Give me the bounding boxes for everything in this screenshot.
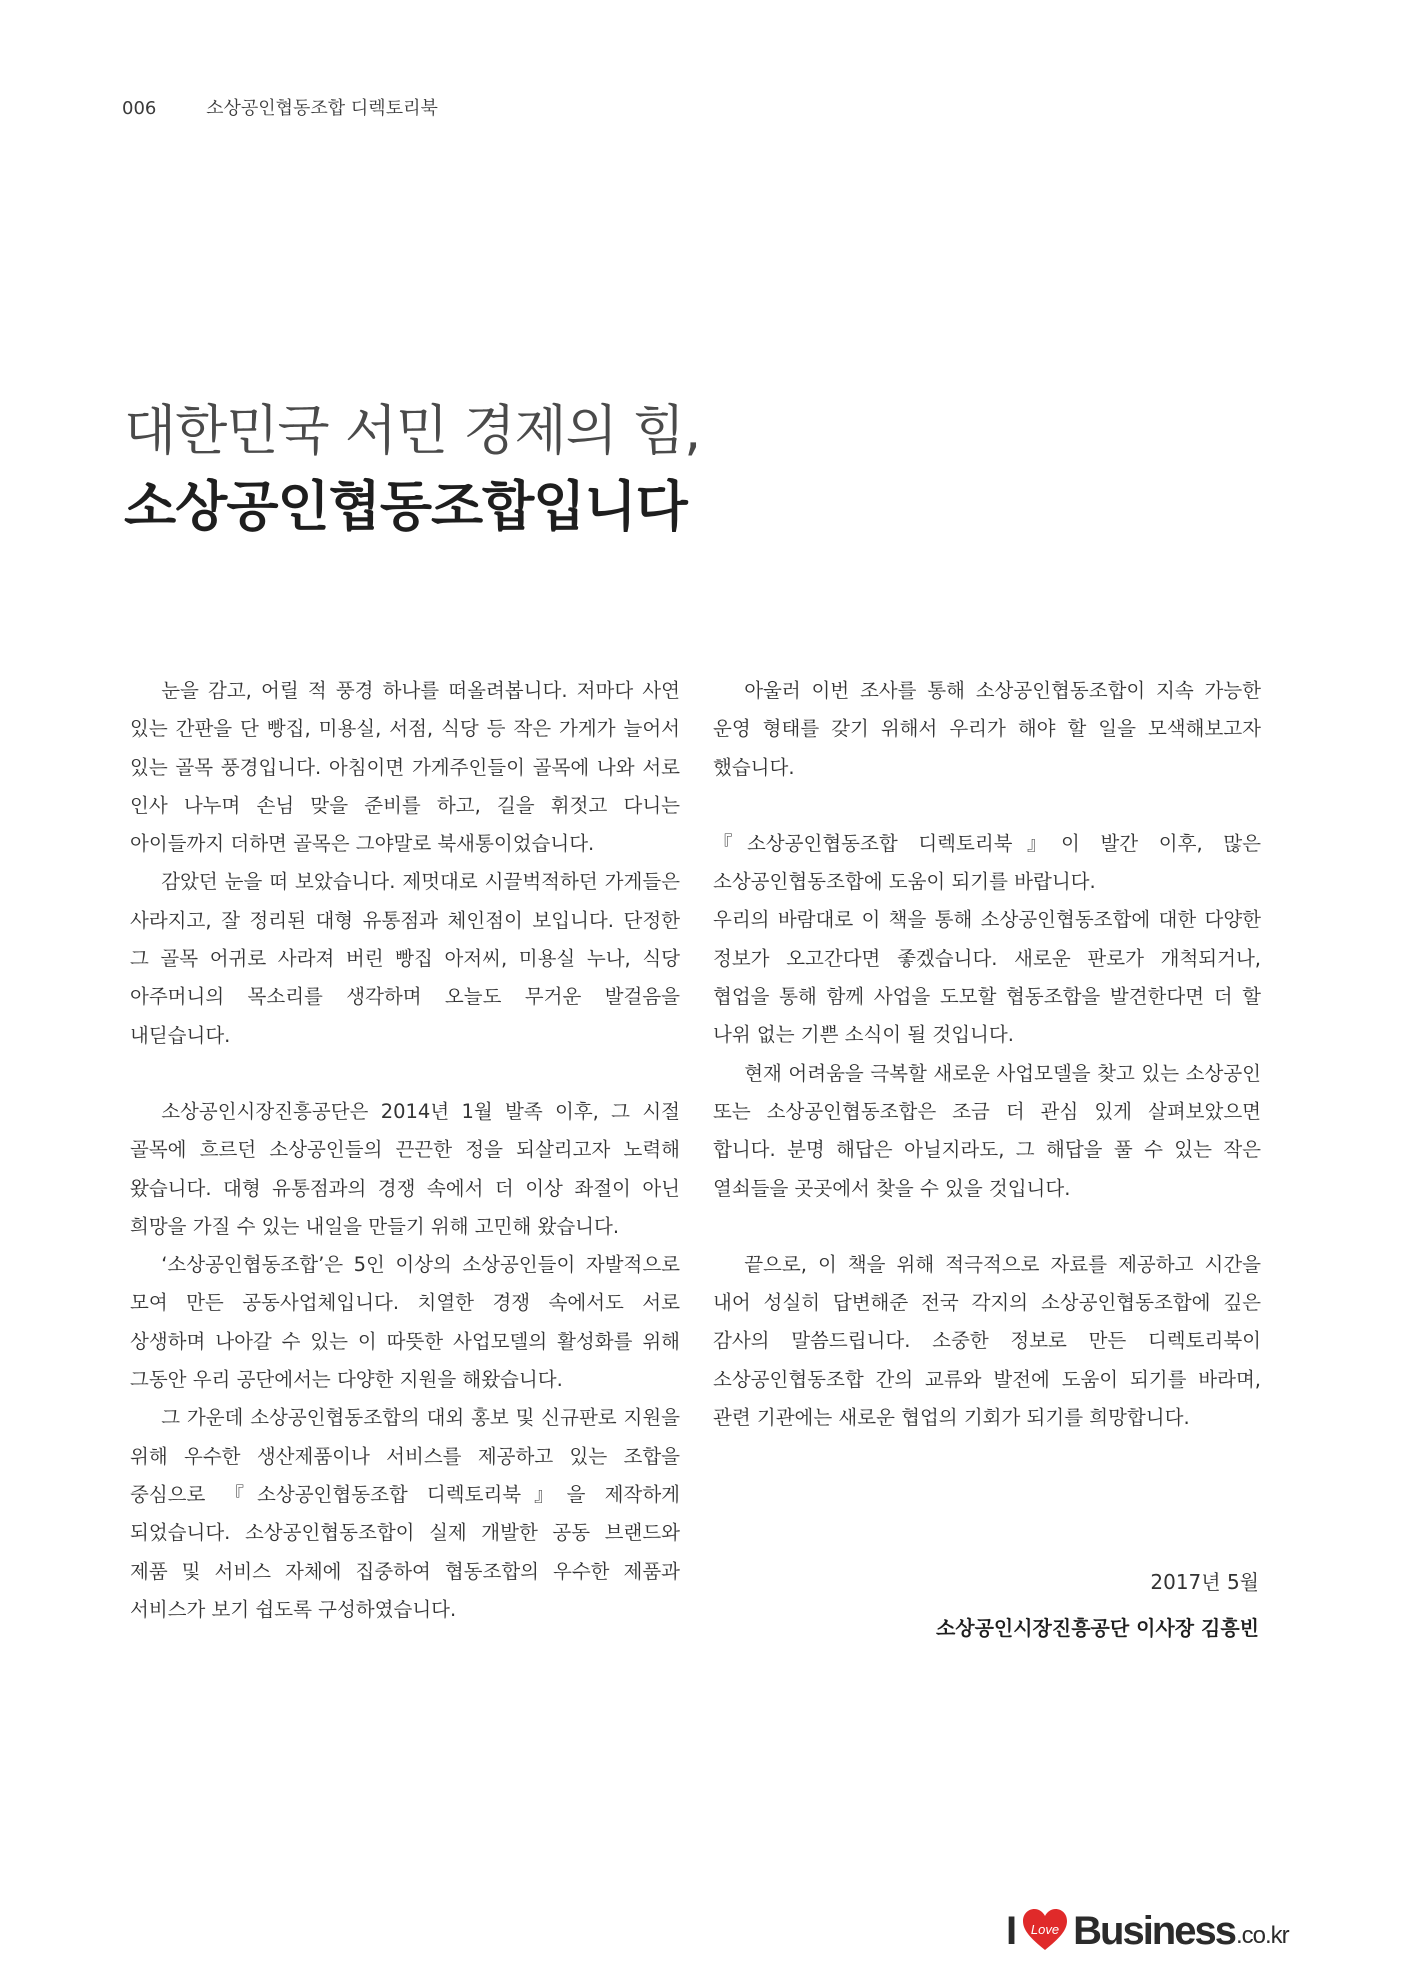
headline-line1: 대한민국 서민 경제의 힘, — [124, 399, 701, 462]
paragraph: 소상공인시장진흥공단은 2014년 1월 발족 이후, 그 시절 골목에 흐르던 소상공인들의 끈끈한 정을 되살리고자 노력해 왔습니다. 대형 유통점과의 경쟁 속에서 더 이상 좌절이 아닌 희망을 가질 수 있는 내일을 만들기 위해 고민해 왔습니다. — [130, 1099, 680, 1238]
paragraph: 감았던 눈을 떠 보았습니다. 제멋대로 시끌벅적하던 가게들은 사라지고, 잘 정리된 대형 유통점과 체인점이 보입니다. 단정한 그 골목 어귀로 사라져 버린 빵집 아저씨, 미용실 누나, 식당 아주머니의 목소리를 생각하며 오늘도 무거운 발걸음을 내딛습니다. — [130, 870, 680, 1047]
right-column — [713, 672, 1261, 1437]
logo-brand: Business — [1073, 1908, 1235, 1953]
paragraph: 아울러 이번 조사를 통해 소상공인협동조합이 지속 가능한 운영 형태를 갖기 위해서 우리가 해야 할 일을 모색해보고자 했습니다. — [713, 679, 1261, 779]
signoff-date: 2017년 5월 — [1150, 1570, 1259, 1594]
signoff — [936, 1559, 1259, 1651]
paragraph: 끝으로, 이 책을 위해 적극적으로 자료를 제공하고 시간을 내어 성실히 답변해준 전국 각지의 소상공인협동조합에 깊은 감사의 말씀드립니다. 소중한 정보로 만든 디렉토리북이 소상공인협동조합 간의 교류와 발전에 도움이 되기를 바라며, 관련 기관에는 새로운 협업의 기회가 되기를 희망합니다. — [713, 1252, 1261, 1430]
paragraph: ‘소상공인협동조합’은 5인 이상의 소상공인들이 자발적으로 모여 만든 공동사업체입니다. 치열한 경쟁 속에서도 서로 상생하며 나아갈 수 있는 이 따뜻한 사업모델의 활성화를 위해 그동안 우리 공단에서는 다양한 지원을 해왔습니다. — [130, 1253, 680, 1392]
logo-heart-text: Love — [1031, 1922, 1060, 1937]
headline — [124, 393, 1224, 545]
brand-logo — [1006, 1906, 1289, 1956]
page-number: 006 — [122, 98, 157, 119]
left-column — [130, 672, 680, 1629]
paragraph: 우리의 바람대로 이 책을 통해 소상공인협동조합에 대한 다양한 정보가 오고간다면 좋겠습니다. 새로운 판로가 개척되거나, 협업을 통해 함께 사업을 도모할 협동조합을 발견한다면 더 할 나위 없는 기쁜 소식이 될 것입니다. — [713, 908, 1261, 1047]
paragraph: 『소상공인협동조합 디렉토리북』이 발간 이후, 많은 소상공인협동조합에 도움이 되기를 바랍니다. — [713, 831, 1261, 894]
running-title: 소상공인협동조합 디렉토리북 — [206, 98, 438, 119]
paragraph: 현재 어려움을 극복할 새로운 사업모델을 찾고 있는 소상공인 또는 소상공인협동조합은 조금 더 관심 있게 살펴보았으면 합니다. 분명 해답은 아닐지라도, 그 해답을 풀 수 있는 작은 열쇠들을 곳곳에서 찾을 수 있을 것입니다. — [713, 1061, 1261, 1200]
page-header — [122, 94, 438, 120]
logo-prefix: I — [1006, 1908, 1017, 1953]
headline-line2: 소상공인협동조합입니다 — [124, 475, 687, 538]
logo-domain: .co.kr — [1235, 1922, 1289, 1949]
signoff-signer: 소상공인시장진흥공단 이사장 김흥빈 — [935, 1616, 1259, 1640]
paragraph: 눈을 감고, 어릴 적 풍경 하나를 떠올려봅니다. 저마다 사연 있는 간판을 단 빵집, 미용실, 서점, 식당 등 작은 가게가 늘어서 있는 골목 풍경입니다. 아침이면 가게주인들이 골목에 나와 서로 인사 나누며 손님 맞을 준비를 하고, 길을 휘젓고 다니는 아이들까지 더하면 골목은 그야말로 북새통이었습니다. — [130, 679, 680, 856]
heart-icon — [1022, 1908, 1068, 1954]
paragraph: 그 가운데 소상공인협동조합의 대외 홍보 및 신규판로 지원을 위해 우수한 생산제품이나 서비스를 제공하고 있는 조합을 중심으로 『소상공인협동조합 디렉토리북』을 제작하게 되었습니다. 소상공인협동조합이 실제 개발한 공동 브랜드와 제품 및 서비스 자체에 집중하여 협동조합의 우수한 제품과 서비스가 보기 쉽도록 구성하였습니다. — [130, 1406, 680, 1621]
